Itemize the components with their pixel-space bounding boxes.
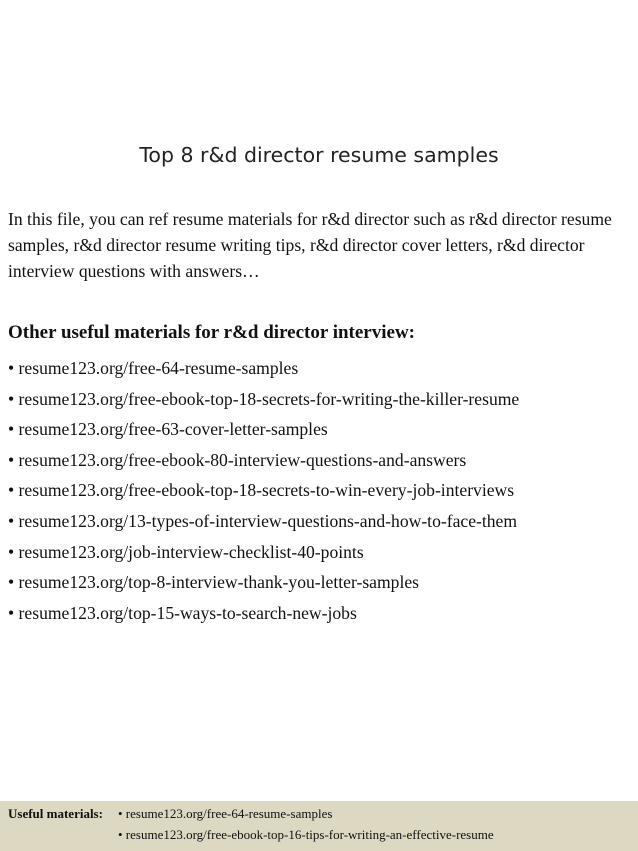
footer-label-separator: : xyxy=(98,806,103,821)
material-link[interactable]: • resume123.org/top-8-interview-thank-you-letter-samples xyxy=(8,572,419,593)
footer-bar xyxy=(0,801,638,851)
footer-link[interactable]: • resume123.org/free-64-resume-samples xyxy=(118,806,333,821)
footer-label-text: Useful materials xyxy=(8,806,99,821)
material-link[interactable]: • resume123.org/top-15-ways-to-search-new-jobs xyxy=(8,602,357,623)
material-link[interactable]: • resume123.org/free-ebook-top-18-secrets-for-writing-the-killer-resume xyxy=(8,388,520,409)
footer-link[interactable]: • resume123.org/free-ebook-top-16-tips-for-writing-an-effective-resume xyxy=(118,827,494,842)
material-link[interactable]: • resume123.org/job-interview-checklist-40-points xyxy=(8,541,364,562)
footer-label xyxy=(8,806,103,822)
material-link[interactable]: • resume123.org/free-64-resume-samples xyxy=(8,358,299,378)
material-link[interactable]: • resume123.org/free-ebook-top-18-secrets-to-win-every-job-interviews xyxy=(8,480,515,501)
intro-paragraph: In this file, you can ref resume materials for r&d director such as r&d director resume samples, r&d director resume writing tips, r&d director cover letters, r&d director interview questions with answers… xyxy=(8,209,612,281)
material-link[interactable]: • resume123.org/free-ebook-80-interview-questions-and-answers xyxy=(8,449,467,470)
page-title: Top 8 r&d director resume samples xyxy=(139,143,499,167)
footer-links xyxy=(118,806,494,848)
material-link[interactable]: • resume123.org/13-types-of-interview-questions-and-how-to-face-them xyxy=(8,510,518,531)
material-link[interactable]: • resume123.org/free-63-cover-letter-samples xyxy=(8,419,328,440)
materials-list xyxy=(8,356,638,631)
materials-heading: Other useful materials for r&d director interview: xyxy=(8,322,415,343)
